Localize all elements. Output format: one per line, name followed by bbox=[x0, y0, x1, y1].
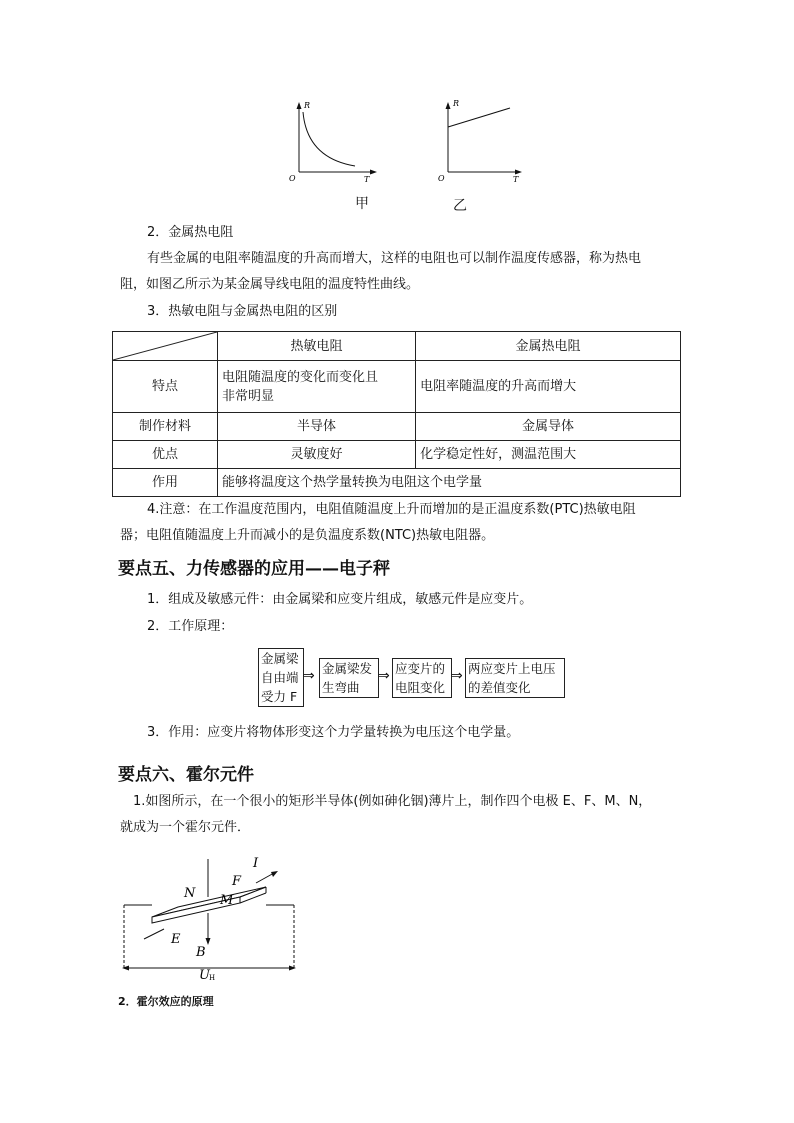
section6-para-line1: 1.如图所示，在一个很小的矩形半导体(例如砷化铟)薄片上，制作四个电极 E、F、M、N， bbox=[133, 794, 652, 809]
table-cell: 化学稳定性好，测温范围大 bbox=[416, 441, 681, 469]
difference-title: 3．热敏电阻与金属热电阻的区别 bbox=[147, 304, 338, 319]
flow-arrow: ⇒ bbox=[378, 668, 390, 684]
label-M: M bbox=[220, 893, 234, 908]
label-B: B bbox=[196, 945, 206, 960]
comparison-table bbox=[112, 331, 681, 497]
graph-jia-y-label: R bbox=[304, 101, 311, 110]
graph-yi-x-label: T bbox=[513, 175, 519, 184]
flow-box-beam-force bbox=[258, 648, 304, 707]
flow-box-line: 自由端 bbox=[261, 670, 299, 685]
graph-jia bbox=[285, 98, 380, 190]
flow-box-line: 金属梁 bbox=[261, 651, 299, 666]
table-cell: 电阻率随温度的升高而增大 bbox=[416, 361, 681, 413]
note-line2: 器；电阻值随温度上升而减小的是负温度系数(NTC)热敏电阻器。 bbox=[120, 528, 495, 543]
flow-box-line: 生弯曲 bbox=[322, 680, 360, 695]
table-diagonal-header-cell bbox=[113, 332, 218, 361]
graph-yi bbox=[434, 98, 529, 190]
section5-item1: 1．组成及敏感元件：由金属梁和应变片组成，敏感元件是应变片。 bbox=[147, 592, 533, 607]
table-cell: 半导体 bbox=[218, 413, 416, 441]
label-U-subscript: H bbox=[209, 974, 216, 982]
table-col-header: 金属热电阻 bbox=[416, 332, 681, 361]
graph-jia-caption: 甲 bbox=[355, 196, 369, 212]
table-cell-line: 非常明显 bbox=[222, 388, 275, 404]
flow-box-beam-bend bbox=[319, 658, 379, 698]
flow-box-line: 电阻变化 bbox=[395, 680, 446, 695]
label-U: U bbox=[199, 968, 210, 983]
table-row-label: 制作材料 bbox=[113, 413, 218, 441]
label-I: I bbox=[253, 856, 259, 871]
table-row-label: 优点 bbox=[113, 441, 218, 469]
flow-box-line: 受力 F bbox=[261, 689, 298, 704]
table-row bbox=[113, 441, 681, 469]
section5-heading: 要点五、力传感器的应用——电子秤 bbox=[118, 559, 390, 579]
section6-para-line2: 就成为一个霍尔元件． bbox=[120, 820, 251, 835]
table-cell-merged: 能够将温度这个热学量转换为电阻这个电学量 bbox=[218, 469, 681, 497]
metal-resistor-para-line2: 阻，如图乙所示为某金属导线电阻的温度特性曲线。 bbox=[120, 277, 420, 292]
section5-item3: 3．作用：应变片将物体形变这个力学量转换为电压这个电学量。 bbox=[147, 725, 520, 740]
graph-yi-y-label: R bbox=[453, 99, 460, 108]
table-row-label: 作用 bbox=[113, 469, 218, 497]
table-cell-line: 电阻随温度的变化而变化且 bbox=[222, 369, 379, 385]
label-N: N bbox=[184, 886, 196, 901]
flow-arrow: ⇒ bbox=[451, 668, 463, 684]
diagonal-line bbox=[113, 332, 217, 360]
section6-sub-heading: 2．霍尔效应的原理 bbox=[118, 995, 214, 1008]
table-row bbox=[113, 361, 681, 413]
table-row-label: 特点 bbox=[113, 361, 218, 413]
section6-heading: 要点六、霍尔元件 bbox=[118, 765, 254, 785]
graph-yi-origin: O bbox=[438, 174, 445, 183]
flow-box-line: 两应变片上电压 bbox=[468, 661, 556, 676]
flow-arrow: ⇒ bbox=[303, 668, 315, 684]
table-cell bbox=[218, 361, 416, 413]
metal-resistor-para-line1: 有些金属的电阻率随温度的升高而增大，这样的电阻也可以制作温度传感器，称为热电 bbox=[147, 251, 642, 266]
graph-jia-origin: O bbox=[289, 174, 296, 183]
table-cell: 灵敏度好 bbox=[218, 441, 416, 469]
hall-element-figure bbox=[116, 853, 302, 983]
section5-item2: 2．工作原理： bbox=[147, 619, 234, 634]
graph-yi-caption: 乙 bbox=[453, 198, 467, 214]
table-header-row bbox=[113, 332, 681, 361]
flow-box-line: 应变片的 bbox=[395, 661, 446, 676]
table-col-header: 热敏电阻 bbox=[218, 332, 416, 361]
flow-box-resistance-change bbox=[392, 658, 452, 698]
table-cell: 金属导体 bbox=[416, 413, 681, 441]
flow-box-line: 金属梁发 bbox=[322, 661, 373, 676]
graph-jia-x-label: T bbox=[364, 175, 370, 184]
flow-box-voltage-diff bbox=[465, 658, 565, 698]
flow-box-line: 的差值变化 bbox=[468, 680, 531, 695]
table-row bbox=[113, 469, 681, 497]
label-F: F bbox=[232, 874, 242, 889]
note-line1: 4.注意：在工作温度范围内，电阻值随温度上升而增加的是正温度系数(PTC)热敏电阻 bbox=[147, 502, 636, 517]
metal-resistor-title: 2．金属热电阻 bbox=[147, 225, 234, 240]
label-E: E bbox=[171, 932, 181, 947]
table-row bbox=[113, 413, 681, 441]
